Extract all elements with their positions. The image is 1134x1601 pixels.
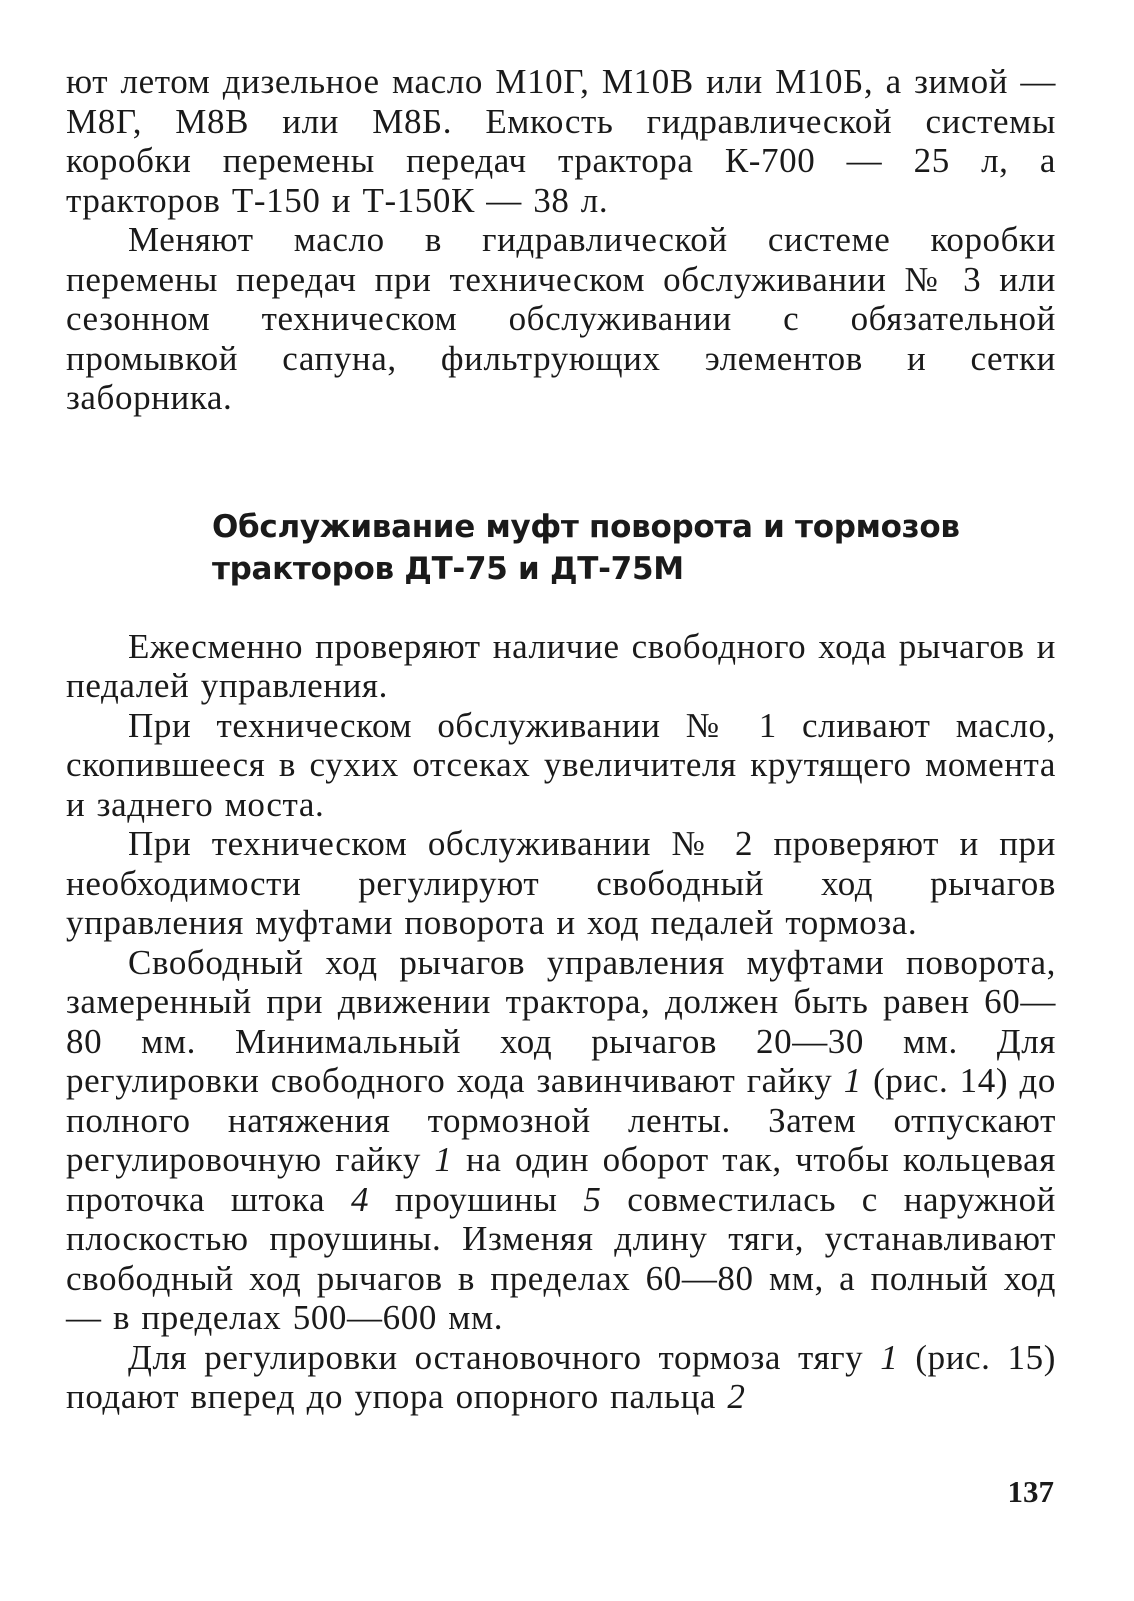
paragraph-parking-brake: Для регулировки остановочного тормоза тягу 1 (рис. 15) подают вперед до упора опорного пальца 2 xyxy=(66,1337,1056,1416)
figure-ref: 1 xyxy=(843,1061,862,1100)
figure-ref: 4 xyxy=(351,1179,370,1219)
section-heading-line-2: тракторов ДТ-75 и ДТ-75М xyxy=(212,550,684,587)
figure-ref: 1 xyxy=(434,1140,453,1179)
section-heading xyxy=(212,506,1056,590)
paragraph-continuation: ют летом дизельное масло М10Г, М10В или М10Б, а зимой — М8Г, М8В или М8Б. Емкость гидравлической системы коробки перемены передач трактора К-700 — 25 л, а тракторов Т-150 и Т-150К — 38 л. xyxy=(66,62,1056,220)
paragraph-daily-check: Ежесменно проверяют наличие свободного хода рычагов и педалей управления. xyxy=(66,626,1056,705)
book-page xyxy=(66,62,1056,1417)
paragraph-maintenance-1: При техническом обслуживании № 1 сливают масло, скопившееся в сухих отсеках увеличителя крутящего момента и заднего моста. xyxy=(66,705,1056,824)
page-number: 137 xyxy=(1007,1474,1054,1509)
figure-ref: 2 xyxy=(727,1377,746,1416)
paragraph-oil-change: Меняют масло в гидравлической системе коробки перемены передач при техническом обслуживании № 3 или сезонном техническом обслуживании с обязательной промывкой сапуна, фильтрующих элементов и сетки заборника. xyxy=(66,220,1056,417)
figure-ref: 1 xyxy=(880,1337,899,1377)
section-heading-line-1: Обслуживание муфт поворота и тормозов xyxy=(212,508,960,545)
paragraph-maintenance-2: При техническом обслуживании № 2 проверяют и при необходимости регулируют свободный ход рычагов управления муфтами поворота и ход педалей тормоза. xyxy=(66,824,1056,942)
figure-ref: 5 xyxy=(583,1179,602,1219)
paragraph-free-travel: Свободный ход рычагов управления муфтами поворота, замеренный при движении трактора, должен быть равен 60—80 мм. Минимальный ход рычагов 20—30 мм. Для регулировки свободного хода завинчивают гайку 1 (рис. 14) до полного натяжения тормозной ленты. Затем отпускают регулировочную гайку 1 на один оборот так, чтобы кольцевая проточка штока 4 проушины 5 совместилась с наружной плоскостью проушины. Изменяя длину тяги, устанавливают свободный ход рычагов в пределах 60—80 мм, а полный ход — в пределах 500—600 мм. xyxy=(66,942,1057,1337)
